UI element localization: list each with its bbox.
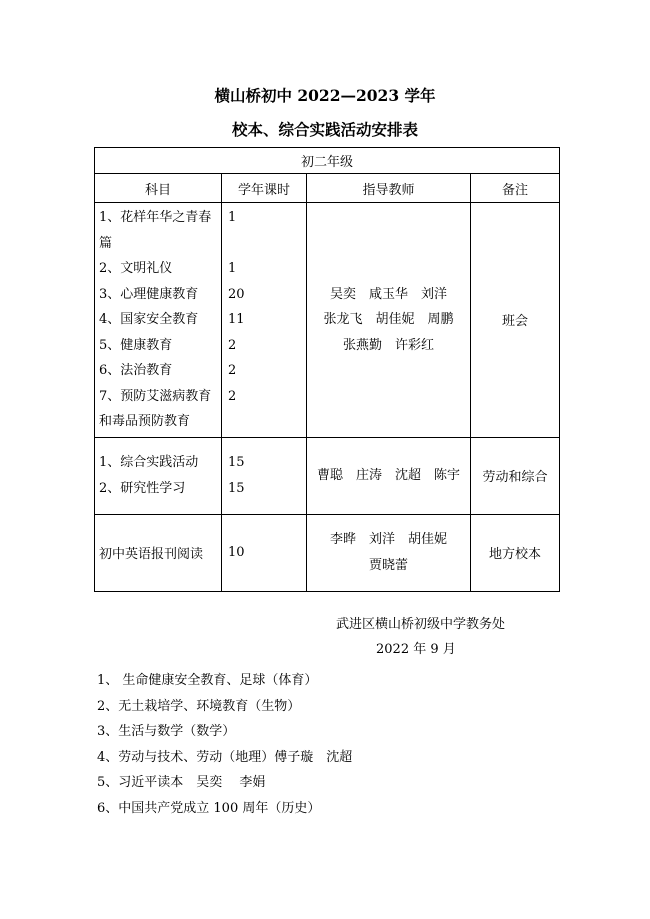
list-item: 6、中国共产党成立 100 周年（历史）: [97, 800, 321, 816]
remark-cell: 地方校本: [471, 514, 560, 591]
header-hours: 学年课时: [222, 174, 307, 203]
header-teachers: 指导教师: [307, 174, 471, 203]
list-item: 1、 生命健康安全教育、足球（体育）: [97, 673, 318, 688]
document-subtitle: 校本、综合实践活动安排表: [231, 120, 418, 139]
grade-row: [95, 148, 560, 174]
subject-cell: [95, 437, 222, 514]
subject-line: 6、法治教育: [99, 363, 173, 378]
header-row: [95, 174, 560, 203]
hours-cell: [222, 514, 307, 591]
hours-line: 1: [228, 261, 237, 276]
schedule-table: [94, 147, 560, 592]
hours-line: 15: [228, 480, 245, 496]
hours-line: [228, 409, 306, 435]
hours-cell: [222, 203, 307, 438]
subject-line: 7、预防艾滋病教育: [99, 388, 212, 404]
subject-cell: [95, 514, 222, 591]
subject-line: 和毒品预防教育: [99, 414, 191, 429]
teachers-cell: [307, 514, 471, 591]
header-remark: 备注: [471, 174, 560, 203]
teacher-line: 曹聪 庄涛 沈超 陈宇: [316, 467, 460, 483]
subject-line: 篇: [99, 235, 113, 251]
hours-line: 2: [228, 388, 237, 404]
hours-line: 20: [228, 286, 245, 302]
hours-cell: [222, 437, 307, 514]
grade-cell: 初二年级: [95, 148, 560, 174]
subject-line: 初中英语报刊阅读: [99, 547, 204, 562]
table-row: [95, 203, 560, 438]
subject-line: 2、文明礼仪: [99, 261, 173, 276]
subject-cell: [95, 203, 222, 438]
teachers-cell: [307, 437, 471, 514]
hours-line: 1: [228, 210, 237, 225]
teacher-line: 张龙飞 胡佳妮 周鹏: [323, 312, 454, 327]
document-title: 横山桥初中 2022—2023 学年: [214, 86, 436, 105]
hours-line: 2: [228, 337, 237, 353]
teacher-line: 李晔 刘洋 胡佳妮: [329, 532, 447, 547]
teacher-line: 贾晓蕾: [368, 557, 408, 573]
issuing-office: 武进区横山桥初级中学教务处: [336, 617, 506, 632]
teachers-cell: [307, 203, 471, 438]
table-row: [95, 514, 560, 591]
hours-line: 11: [228, 312, 245, 327]
list-item: 3、生活与数学（数学）: [97, 724, 236, 739]
remark-cell: 班会: [471, 203, 560, 438]
notes-list: [97, 668, 352, 821]
teacher-line: 吴奕 咸玉华 刘洋: [329, 286, 447, 302]
subject-line: 3、心理健康教育: [99, 286, 199, 302]
subject-line: 1、花样年华之青春: [99, 210, 212, 225]
hours-line: 2: [228, 363, 237, 378]
hours-line: [228, 231, 306, 257]
list-item: 4、劳动与技术、劳动（地理）傅子璇 沈超: [97, 749, 353, 765]
table-row: [95, 437, 560, 514]
list-item: 5、习近平读本 吴奕 李娟: [97, 775, 266, 790]
subject-line: 5、健康教育: [99, 337, 173, 353]
hours-line: 10: [228, 545, 245, 560]
subject-line: 4、国家安全教育: [99, 312, 199, 327]
subject-line: 2、研究性学习: [99, 480, 186, 496]
hours-line: 15: [228, 455, 245, 470]
list-item: 2、无土栽培学、环境教育（生物）: [97, 698, 301, 714]
header-subject: 科目: [95, 174, 222, 203]
teacher-line: 张燕勤 许彩红: [342, 337, 434, 353]
issue-date: 2022 年 9 月: [376, 642, 456, 657]
remark-cell: 劳动和综合: [471, 437, 560, 514]
subject-line: 1、综合实践活动: [99, 455, 199, 470]
